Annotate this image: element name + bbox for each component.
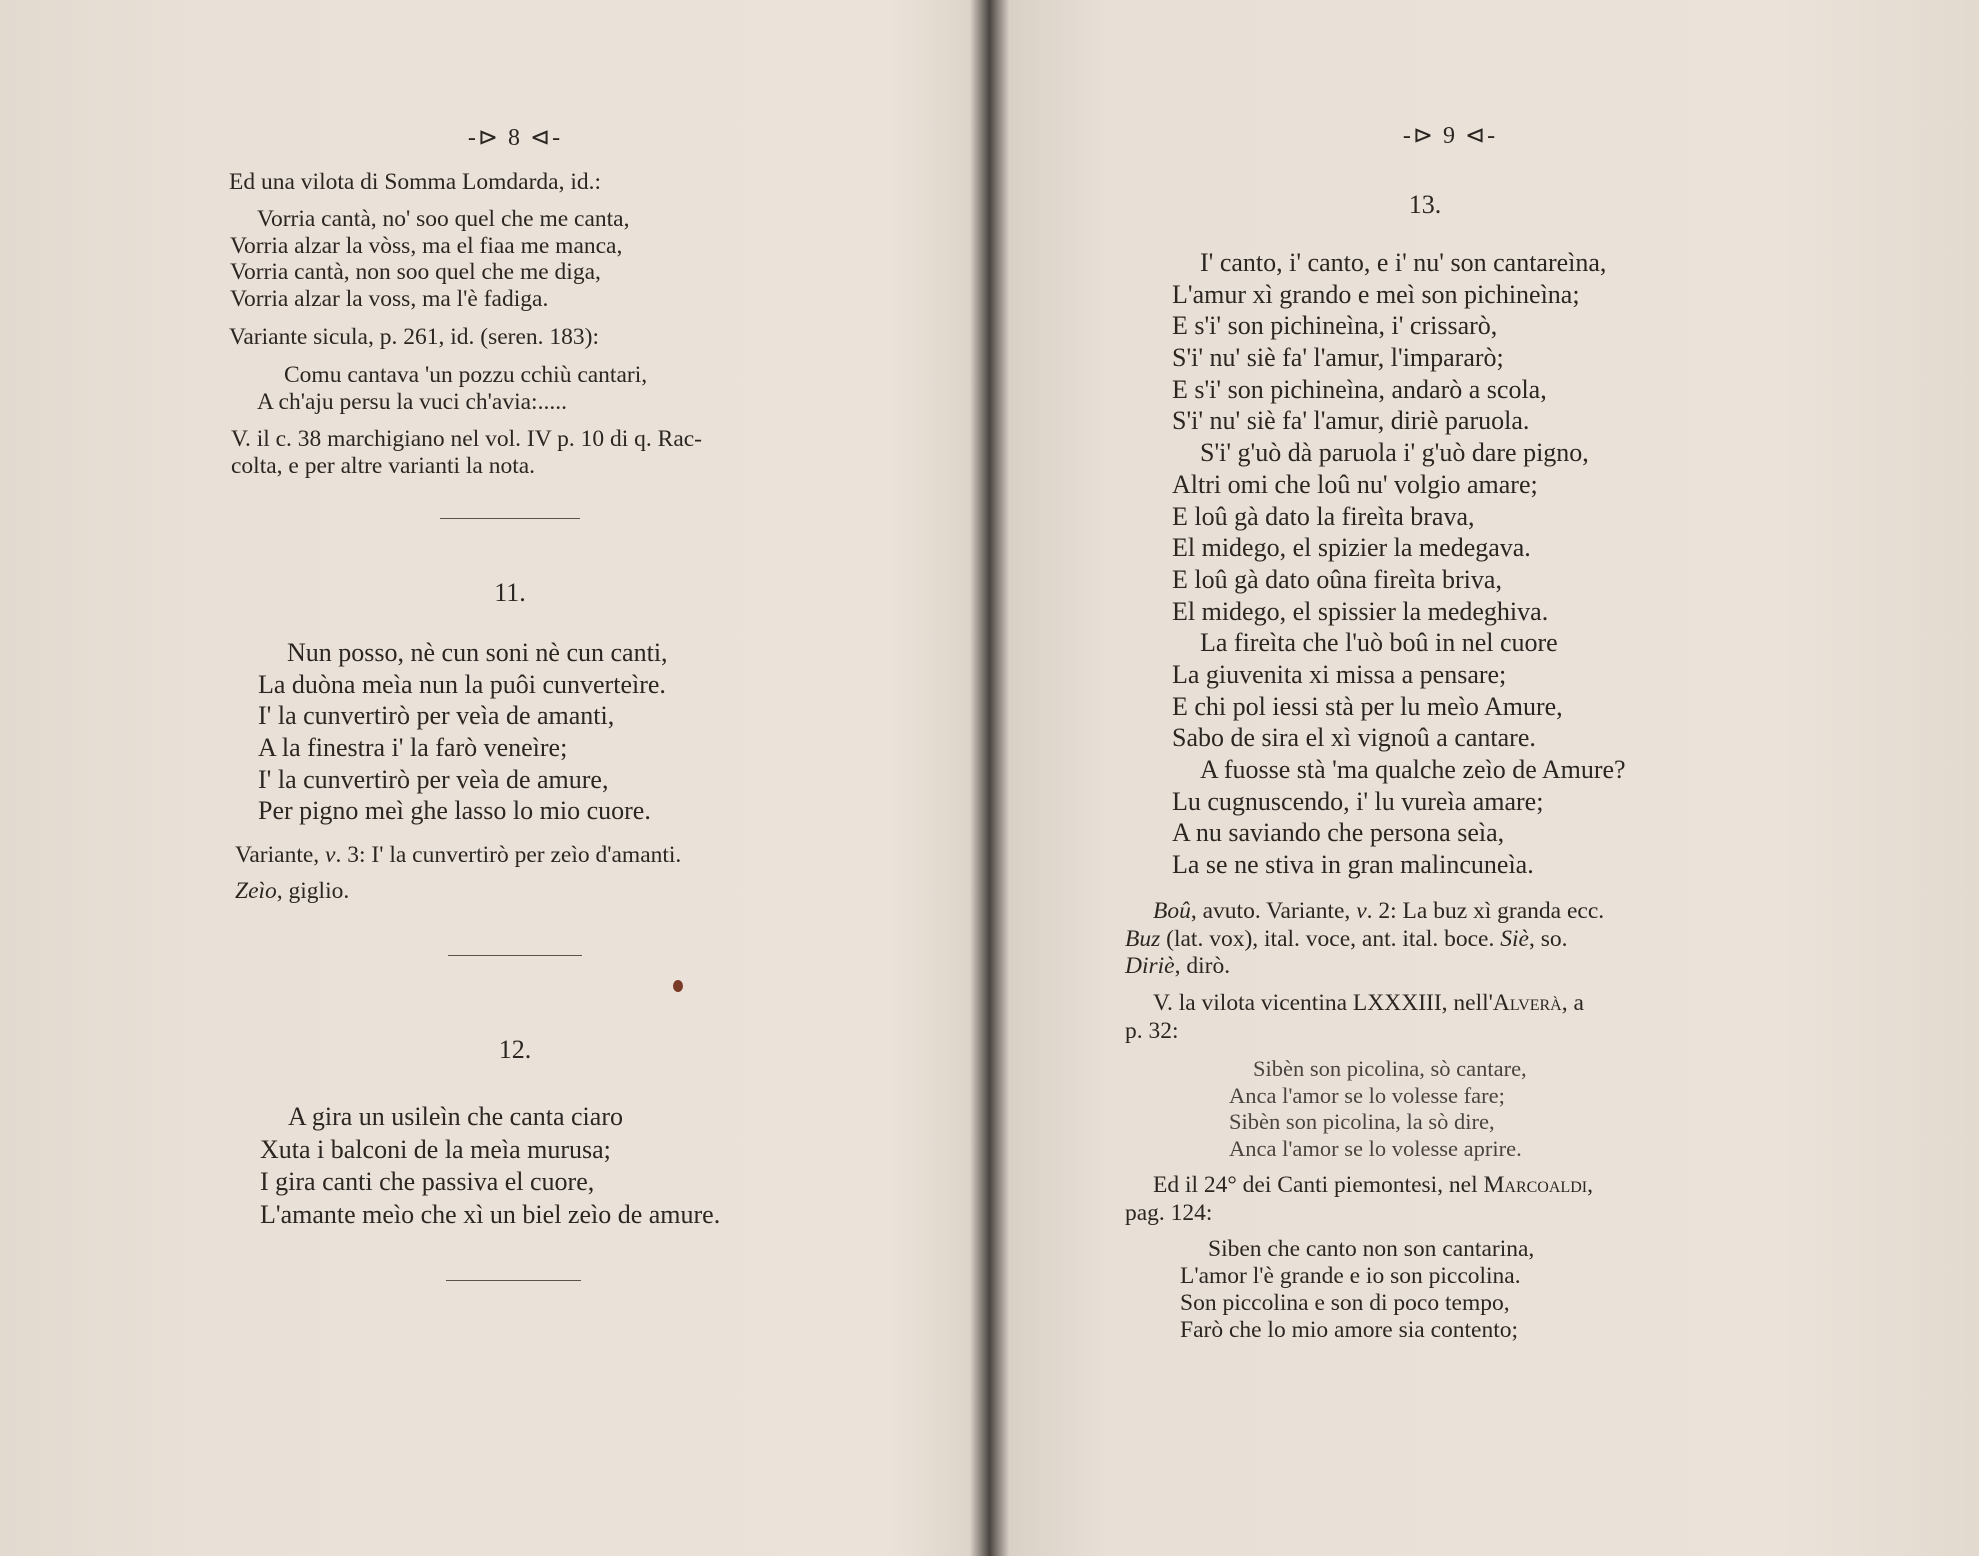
verse-line: Vorria cantà, non soo quel che me diga, — [230, 259, 601, 285]
verse-line: A la finestra i' la farò veneìre; — [258, 733, 568, 763]
song-number-12: 12. — [498, 1035, 532, 1064]
verse-line: Son piccolina e son di poco tempo, — [1180, 1290, 1510, 1316]
reference-text: Ed il 24° dei Canti piemontesi, nel — [1153, 1172, 1484, 1198]
song-13 — [1172, 250, 1626, 884]
verse-line: Vorria alzar la voss, ma l'è fadiga. — [230, 285, 549, 312]
verse-line: Comu cantava 'un pozzu cchiù cantari, — [284, 362, 648, 388]
gloss-term: Siè — [1500, 925, 1529, 952]
verse-line: Farò che lo mio amore sia contento; — [1180, 1317, 1519, 1343]
verse-line: E chi pol iessi stà per lu meìo Amure, — [1172, 691, 1563, 721]
variant-sicula-text: Variante sicula, p. 261, id. (seren. 183): — [229, 324, 600, 350]
gloss-line — [1125, 900, 1604, 928]
verse-line: La se ne stiva in gran malincuneìa. — [1172, 850, 1534, 880]
section-divider — [446, 1280, 581, 1281]
quote-vicentina — [1229, 1058, 1527, 1164]
page-number: -⊳ 9 ⊲- — [1402, 123, 1498, 149]
piemontese-reference — [1125, 1174, 1825, 1229]
verse-line: Siben che canto non son cantarina, — [1208, 1236, 1535, 1262]
gloss-text: (lat. vox), ital. voce, ant. ital. boce. — [1160, 925, 1501, 952]
verse-line: Anca l'amor se lo volesse aprire. — [1229, 1135, 1522, 1161]
verse-line: La duòna meìa nun la puôi cunverteìre. — [258, 669, 666, 699]
quote-piemontese — [1180, 1238, 1534, 1346]
verse-line: Sibèn son picolina, la sò dire, — [1229, 1109, 1495, 1134]
gloss-line — [1125, 925, 1604, 956]
gloss-term: Zeìo — [235, 878, 277, 904]
gloss-term: Diriè — [1125, 953, 1175, 979]
verse-line: A fuosse stà 'ma qualche zeìo de Amure? — [1200, 755, 1626, 784]
author-name: Alverà — [1492, 990, 1562, 1016]
left-page — [0, 0, 955, 1556]
reference-text: , a — [1561, 990, 1584, 1016]
author-name: Marcoaldi — [1483, 1172, 1588, 1198]
vilota-reference — [1125, 992, 1825, 1047]
gloss-text: , avuto. Variante, — [1190, 898, 1357, 924]
song-11-variant: Variante, v. 3: I' la cunvertirò per zeìo d'amanti. — [235, 842, 682, 868]
gloss-text: , so. — [1528, 925, 1568, 952]
verse-line: I gira canti che passiva el cuore, — [260, 1167, 595, 1197]
variant-label: Variante — [235, 842, 314, 868]
verse-line: I' canto, i' canto, e i' nu' son cantareìna, — [1200, 248, 1607, 277]
section-divider — [440, 518, 580, 519]
verse-line: El midego, el spissier la medeghiva. — [1172, 596, 1549, 626]
ink-spot — [673, 980, 683, 992]
quote-somma-lombarda — [230, 206, 630, 314]
verse-line: Vorria cantà, no' soo quel che me canta, — [257, 206, 630, 232]
verse-abbrev: v — [1356, 898, 1367, 924]
verse-line: S'i' nu' siè fa' l'amur, l'impararò; — [1172, 343, 1504, 373]
note-line: V. il c. 38 marchigiano nel vol. IV p. 10 di q. Rac- — [231, 426, 703, 452]
verse-line: Altri omi che loû nu' volgio amare; — [1172, 469, 1538, 499]
verse-line: A nu saviando che persona seìa, — [1172, 818, 1505, 848]
verse-line: E loû gà dato oûna fireìta briva, — [1172, 564, 1502, 594]
verse-line: S'i' nu' siè fa' l'amur, diriè paruola. — [1172, 406, 1530, 436]
verse-line: E loû gà dato la fireìta brava, — [1172, 501, 1475, 531]
page-number: -⊳ 8 ⊲- — [467, 125, 563, 151]
song-13-glosses — [1125, 900, 1604, 983]
quote-sicula — [257, 362, 648, 418]
reference-text: , — [1587, 1172, 1593, 1198]
verse-line: A gira un usileìn che canta ciaro — [288, 1102, 623, 1131]
verse-line: Anca l'amor se lo volesse fare; — [1229, 1082, 1505, 1108]
reference-line — [1125, 1174, 1825, 1202]
verse-line: L'amor l'è grande e io son piccolina. — [1180, 1263, 1521, 1289]
verse-line: Per pigno meì ghe lasso lo mio cuore. — [258, 796, 651, 826]
note-line: colta, e per altre varianti la nota. — [231, 453, 536, 479]
verse-line: El midego, el spizier la medegava. — [1172, 533, 1531, 563]
reference-line: p. 32: — [1125, 1017, 1179, 1044]
verse-line: A ch'aju persu la vuci ch'avia:..... — [257, 389, 567, 415]
verse-line: Sibèn son picolina, sò cantare, — [1253, 1056, 1527, 1081]
variant-text: . 3: I' la cunvertirò per zeìo d'amanti. — [335, 842, 682, 868]
gloss-line — [1125, 955, 1604, 983]
song-12 — [260, 1104, 720, 1235]
gloss-text: . 2: La buz xì granda ecc. — [1366, 898, 1605, 924]
verse-line: I' la cunvertirò per veìa de amure, — [258, 764, 609, 794]
verse-line: La fireìta che l'uò boû in nel cuore — [1200, 628, 1558, 658]
gloss-text: , giglio. — [276, 878, 350, 904]
verse-line: Vorria alzar la vòss, ma el fiaa me manca, — [230, 232, 623, 259]
verse-line: E s'i' son pichineìna, i' crissarò, — [1172, 311, 1498, 341]
verse-line: L'amur xì grando e meì son pichineìna; — [1172, 279, 1580, 309]
verse-line: Nun posso, nè cun soni nè cun canti, — [287, 638, 668, 667]
song-number-11: 11. — [494, 578, 526, 607]
verse-line: Sabo de sira el xì vignoû a cantare. — [1172, 723, 1536, 753]
verse-line: S'i' g'uò dà paruola i' g'uò dare pigno, — [1200, 438, 1589, 468]
right-page — [975, 0, 1979, 1556]
section-divider — [448, 955, 582, 956]
verse-line: Lu cugnuscendo, i' lu vureìa amare; — [1172, 786, 1544, 816]
gloss-term: Boû — [1153, 898, 1191, 924]
song-11-gloss — [235, 880, 349, 904]
verse-line: E s'i' son pichineìna, andarò a scola, — [1172, 374, 1547, 404]
verse-line: La giuvenita xi missa a pensare; — [1172, 659, 1507, 689]
gloss-text: , dirò. — [1174, 953, 1231, 979]
reference-text: V. la vilota vicentina LXXXIII, nell' — [1153, 990, 1493, 1016]
note-text — [231, 428, 702, 482]
verse-line: Xuta i balconi de la meìa murusa; — [260, 1134, 611, 1164]
intro-text: Ed una vilota di Somma Lomdarda, id.: — [229, 169, 602, 195]
verse-line: L'amante meìo che xì un biel zeìo de amure. — [260, 1200, 721, 1230]
verse-line: I' la cunvertirò per veìa de amanti, — [258, 701, 615, 731]
verse-abbrev: v — [325, 842, 336, 868]
gloss-term: Buz — [1125, 925, 1161, 952]
song-11 — [258, 640, 668, 830]
song-number-13: 13. — [1408, 190, 1442, 219]
reference-line: pag. 124: — [1125, 1199, 1213, 1226]
reference-line — [1125, 992, 1825, 1020]
